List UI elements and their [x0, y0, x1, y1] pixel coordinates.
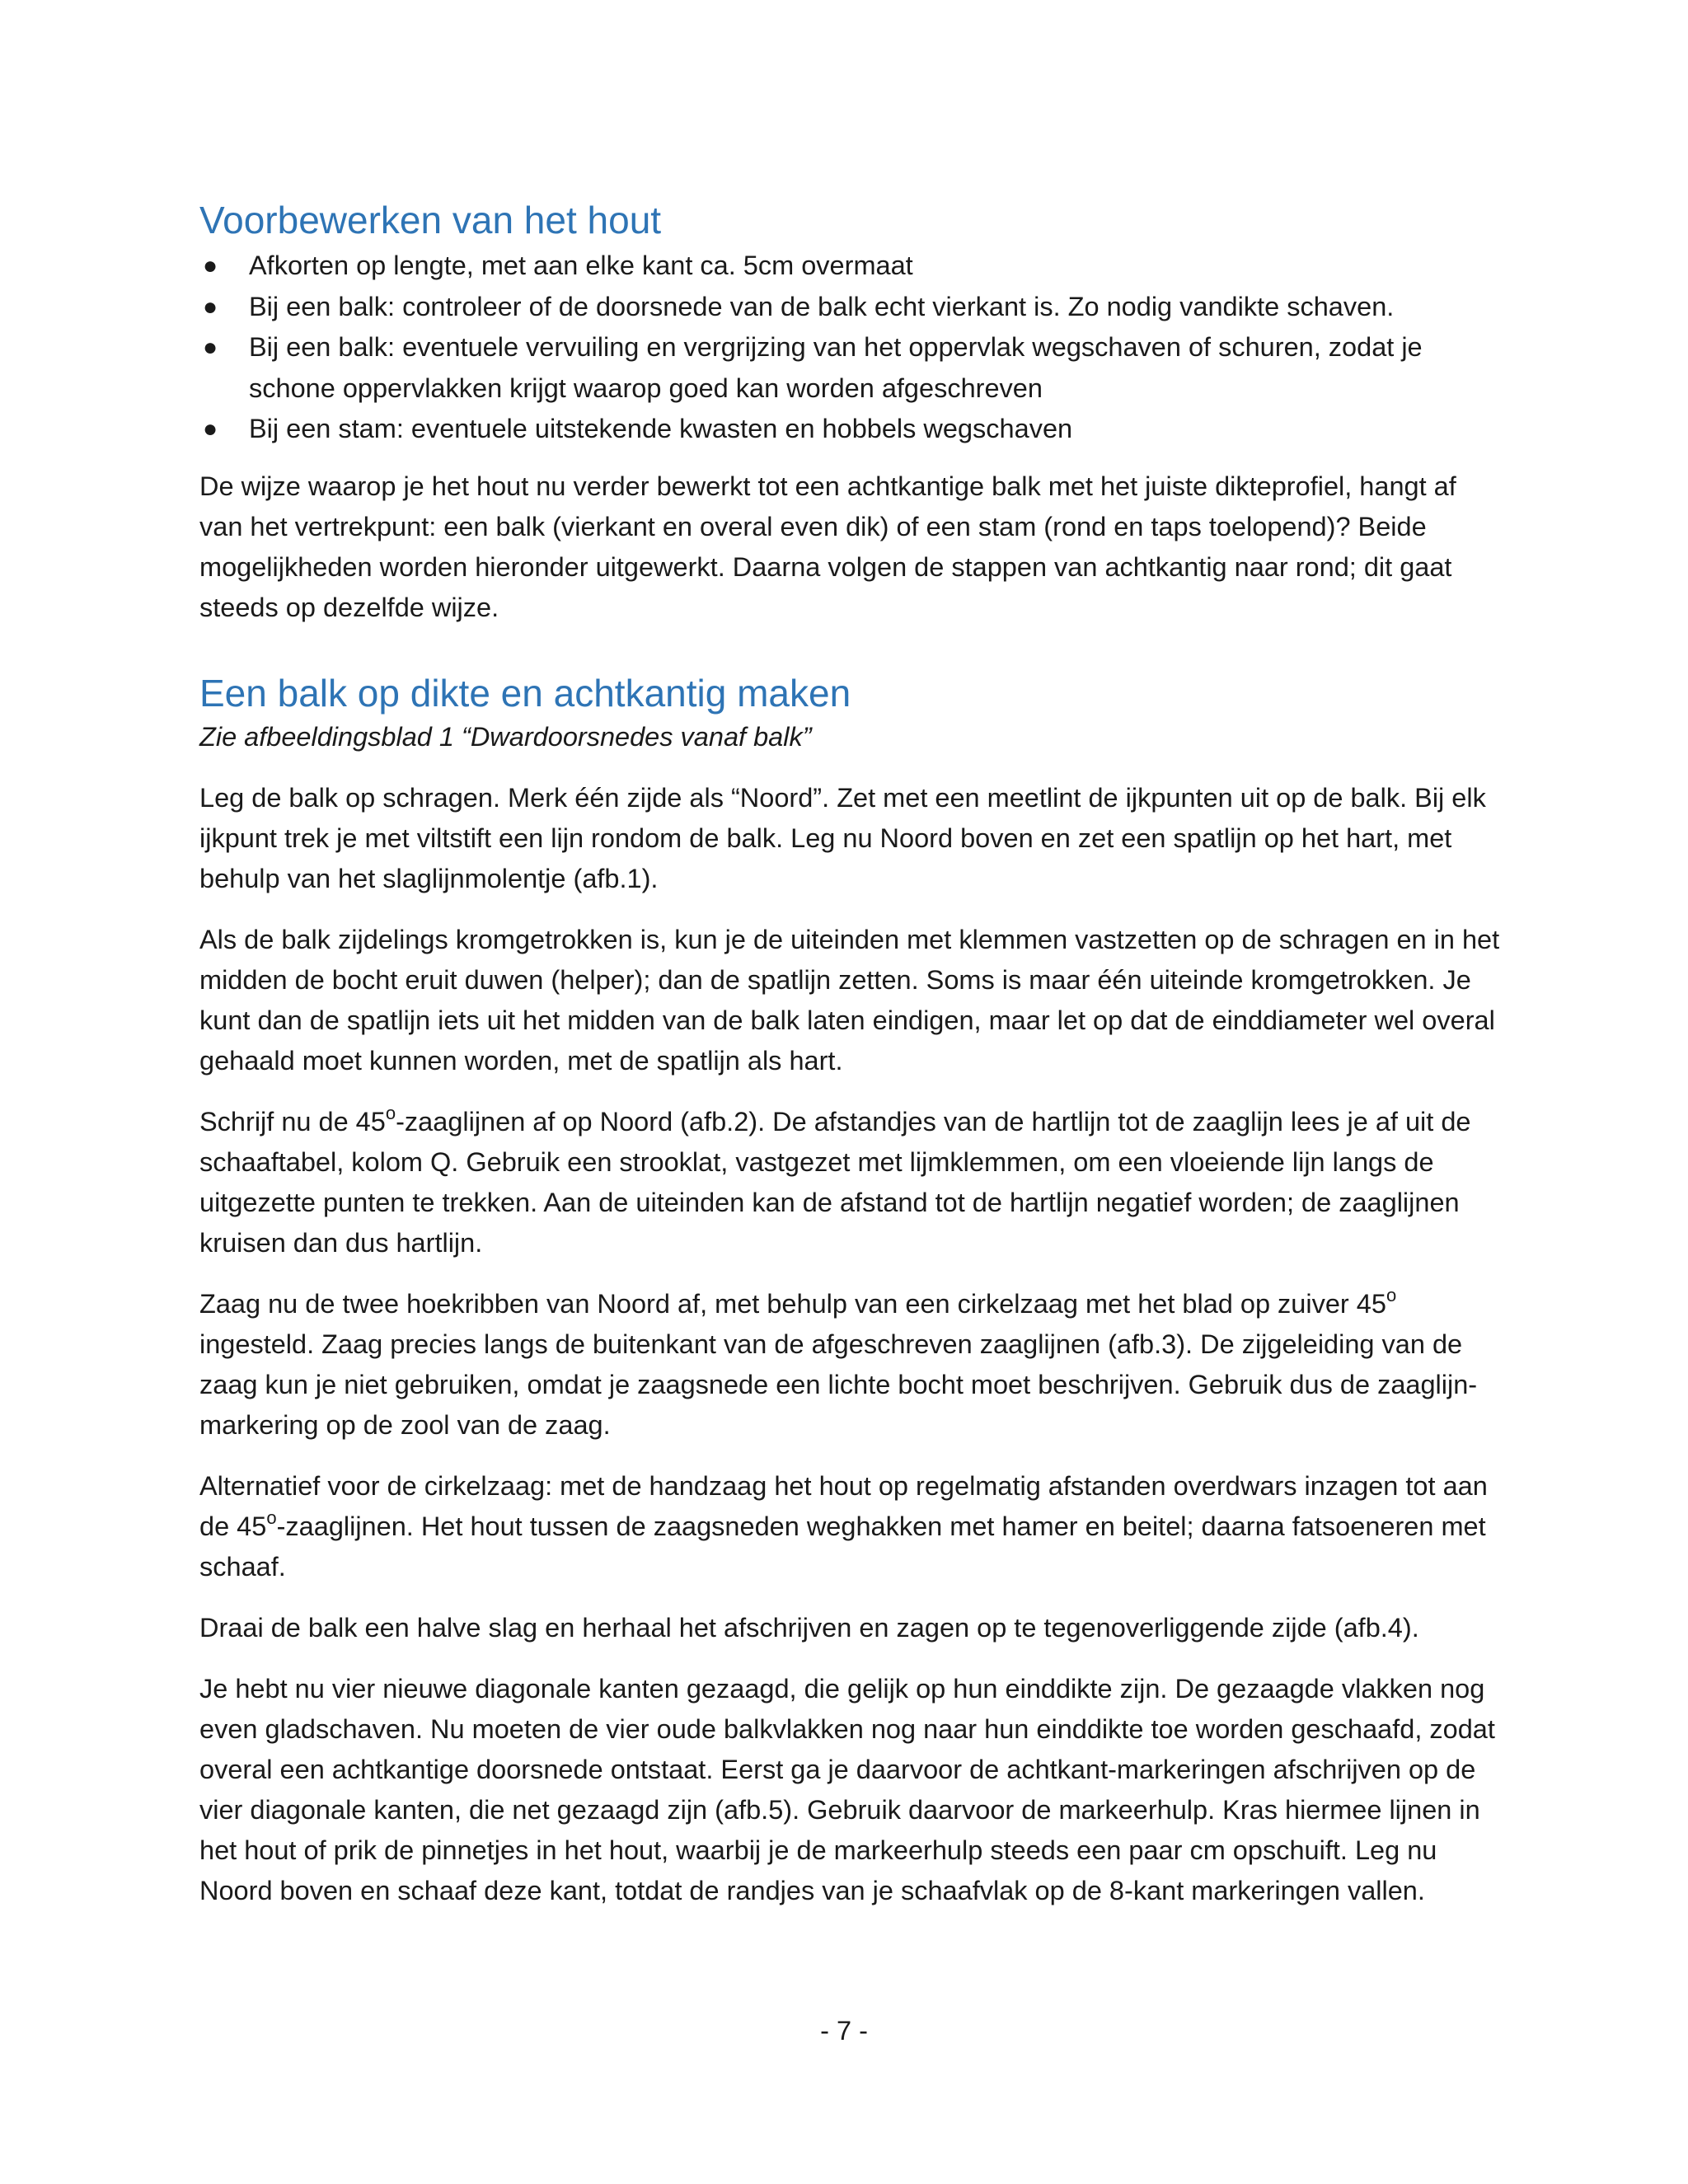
list-item-text: Bij een balk: controleer of de doorsnede van de balk echt vierkant is. Zo nodig vandikte schaven.: [249, 291, 1395, 321]
paragraph-6: Draai de balk een halve slag en herhaal het afschrijven en zagen op te tegenoverliggende zijde (afb.4).: [199, 1612, 1419, 1643]
degree-superscript: o: [266, 1507, 277, 1528]
paragraph-5: Alternatief voor de cirkelzaag: met de handzaag het hout op regelmatig afstanden overdwars inzagen tot aan de 45$^o$-zaaglijnen. Het hout tussen de zaagsneden weghakken met hamer en beitel; daarna fatsoeneren met schaaf.: [199, 1470, 1488, 1582]
degree-superscript: o: [1386, 1284, 1397, 1305]
paragraph-3: Schrijf nu de 45$^o$-zaaglijnen af op Noord (afb.2). De afstandjes van de hartlijn tot de zaaglijn lees je af uit de schaaftabel, kolom Q. Gebruik een strooklat, vastgezet met lijmklemmen, om een vloeiende lijn langs de uitgezette punten te trekken. Aan de uiteinden kan de afstand tot de hartlijn negatief worden; de zaaglijnen kruisen dan dus hartlijn.: [199, 1102, 1471, 1258]
intro-paragraph: De wijze waarop je het hout nu verder bewerkt tot een achtkantige balk met het juiste dikteprofiel, hangt af van het vertrekpunt: een balk (vierkant en overal even dik) of een stam (rond en taps toelopend)? Beide mogelijkheden worden hieronder uitgewerkt. Daarna volgen de stappen van achtkantig naar rond; dit gaat steeds op dezelfde wijze.: [199, 471, 1456, 622]
paragraph-2: Als de balk zijdelings kromgetrokken is, kun je de uiteinden met klemmen vastzetten op de schragen en in het midden de bocht eruit duwen (helper); dan de spatlijn zetten. Soms is maar één uiteinde kromgetrokken. Je kunt dan de spatlijn iets uit het midden van de balk laten eindigen, maar let op dat de einddiameter wel overal gehaald moet kunnen worden, met de spatlijn als hart.: [199, 924, 1500, 1076]
list-item: [199, 327, 1502, 409]
list-item: [199, 287, 1502, 328]
paragraph-7: Je hebt nu vier nieuwe diagonale kanten gezaagd, die gelijk op hun einddikte zijn. De gezaagde vlakken nog even gladschaven. Nu moeten de vier oude balkvlakken nog naar hun einddikte toe worden geschaafd, zodat overal een achtkantige doorsnede ontstaat. Eerst ga je daarvoor de achtkant-markeringen afschrijven op de vier diagonale kanten, die net gezaagd zijn (afb.5). Gebruik daarvoor de markeerhulp. Kras hiermee lijnen in het hout of prik de pinnetjes in het hout, waarbij je de markeerhulp steeds een paar cm opschuift. Leg nu Noord boven en schaaf deze kant, totdat de randjes van je schaafvlak op de 8-kant markeringen vallen.: [199, 1673, 1495, 1905]
degree-superscript: o: [385, 1102, 396, 1123]
document-page: [199, 196, 1502, 1911]
bullet-icon: ●: [203, 415, 218, 443]
list-item-text: Bij een stam: eventuele uitstekende kwasten en hobbels wegschaven: [249, 414, 1073, 443]
figure-reference: Zie afbeeldingsblad 1 “Dwardoorsnedes vanaf balk”: [199, 721, 812, 752]
list-item: [199, 409, 1502, 450]
section-heading-voorbewerken: Voorbewerken van het hout: [199, 199, 662, 241]
bullet-list: [199, 246, 1502, 450]
bullet-icon: ●: [203, 252, 218, 279]
list-item-text: Afkorten op lengte, met aan elke kant ca. 5cm overmaat: [249, 251, 913, 280]
bullet-icon: ●: [203, 293, 218, 321]
section-heading-balk: Een balk op dikte en achtkantig maken: [199, 671, 851, 715]
bullet-icon: ●: [203, 334, 218, 361]
paragraph-4: Zaag nu de twee hoekribben van Noord af, met behulp van een cirkelzaag met het blad op zuiver 45$^o$ ingesteld. Zaag precies langs de buitenkant van de afgeschreven zaaglijnen (afb.3). De zijgeleiding van de zaag kun je niet gebruiken, omdat je zaagsnede een lichte bocht moet beschrijven. Gebruik dus de zaaglijn-markering op de zool van de zaag.: [199, 1284, 1478, 1440]
paragraph-1: Leg de balk op schragen. Merk één zijde als “Noord”. Zet met een meetlint de ijkpunten uit op de balk. Bij elk ijkpunt trek je met viltstift een lijn rondom de balk. Leg nu Noord boven en zet een spatlijn op het hart, met behulp van het slaglijnmolentje (afb.1).: [199, 782, 1486, 893]
list-item: [199, 246, 1502, 287]
list-item-text: Bij een balk: eventuele vervuiling en vergrijzing van het oppervlak wegschaven of schuren, zodat je schone oppervlakken krijgt waarop goed kan worden afgeschreven: [249, 332, 1423, 403]
page-number: - 7 -: [820, 2016, 868, 2046]
